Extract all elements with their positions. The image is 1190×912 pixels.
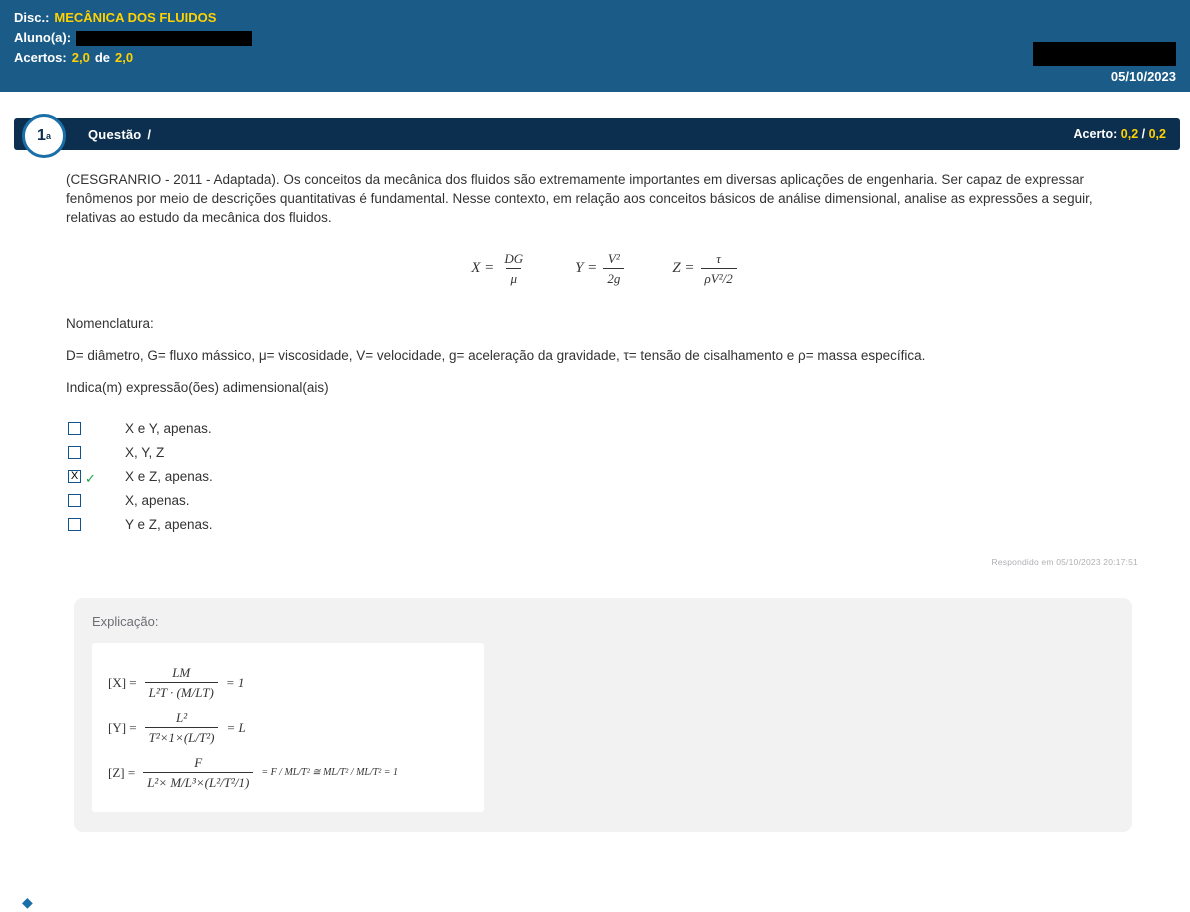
question-number-suffix: a xyxy=(45,131,51,141)
option-checkbox-checked[interactable]: X xyxy=(68,470,81,483)
formula-x-fraction xyxy=(500,249,527,288)
discipline-label: Disc.: xyxy=(14,10,50,25)
question-score-sep: / xyxy=(1141,127,1146,141)
nomenclature-title: Nomenclatura: xyxy=(66,316,154,331)
correct-check-icon: ✓ xyxy=(85,471,96,486)
formula-y-denominator: 2g xyxy=(603,268,624,288)
option-checkbox[interactable] xyxy=(68,518,81,531)
score-value: 2,0 xyxy=(71,50,90,65)
explanation-line-x-denominator: L²T · (M/LT) xyxy=(145,682,218,702)
student-row xyxy=(14,28,1176,48)
explanation-line-x-result: = 1 xyxy=(225,675,245,690)
explanation-line-y-numerator: L² xyxy=(175,710,188,725)
option-checkbox[interactable] xyxy=(68,446,81,459)
page-header xyxy=(0,0,1190,92)
question-body xyxy=(0,154,1190,832)
score-total: 2,0 xyxy=(115,50,134,65)
question-statement: (CESGRANRIO - 2011 - Adaptada). Os conceitos da mecânica dos fluidos são extremamente importantes em diversas aplicações de engenharia. Ser capaz de expressar fenômenos por meio de descrições quantitativas é fundamental. Nesse contexto, em relação aos conceitos básicos de análise dimensional, analise as expressões a seguir, relativas ao estudo da mecânica dos fluidos. xyxy=(66,172,1093,225)
question-score-value: 0,2 xyxy=(1120,127,1139,141)
score-row xyxy=(14,48,1176,68)
explanation-line-x-label: [X] = xyxy=(108,675,137,690)
option-label: X, Y, Z xyxy=(125,445,165,460)
options-list xyxy=(66,419,1144,539)
question-score-label: Acerto: xyxy=(1073,127,1118,141)
question-score-total: 0,2 xyxy=(1148,127,1166,141)
explanation-panel xyxy=(74,598,1132,832)
question-header xyxy=(0,114,1190,154)
formula-x-lhs: X = xyxy=(471,260,495,276)
question-title-slash: / xyxy=(147,126,152,142)
formula-x xyxy=(471,249,529,288)
option-label: X e Y, apenas. xyxy=(125,421,212,436)
score-label: Acertos: xyxy=(14,50,67,65)
formula-z-numerator: τ xyxy=(716,251,721,266)
discipline-row xyxy=(14,8,1176,28)
formula-z xyxy=(672,249,738,288)
header-redaction-block xyxy=(1033,42,1176,66)
option-label: X e Z, apenas. xyxy=(125,469,213,484)
formula-x-numerator: DG xyxy=(504,251,524,266)
option-row-selected[interactable] xyxy=(66,467,1144,491)
explanation-line-x-fraction xyxy=(145,663,218,702)
option-checkbox[interactable] xyxy=(68,494,81,507)
explanation-title: Explicação: xyxy=(92,614,159,629)
nomenclature-text: D= diâmetro, G= fluxo mássico, μ= viscosidade, V= velocidade, g= aceleração da gravidade, τ= tensão de cisalhamento e ρ= massa específica. xyxy=(66,348,926,363)
formula-z-lhs: Z = xyxy=(672,260,695,276)
question-title: Questão xyxy=(88,126,142,142)
explanation-line-z-numerator: F xyxy=(194,755,203,770)
answered-timestamp: Respondido em 05/10/2023 20:17:51 xyxy=(991,557,1138,567)
option-row[interactable] xyxy=(66,515,1144,539)
student-name-redaction xyxy=(76,31,252,46)
question-number: 1 xyxy=(37,127,46,144)
explanation-line-y-denominator: T²×1×(L/T²) xyxy=(145,727,219,747)
formula-y-lhs: Y = xyxy=(575,260,598,276)
option-row[interactable] xyxy=(66,443,1144,467)
question-prompt: Indica(m) expressão(ões) adimensional(ais) xyxy=(66,380,329,395)
explanation-line-y xyxy=(108,708,468,747)
explanation-line-z xyxy=(108,753,468,792)
student-label: Aluno(a): xyxy=(14,30,72,45)
formula-y xyxy=(575,249,626,288)
explanation-line-y-fraction xyxy=(145,708,219,747)
question-title-bar xyxy=(14,118,1180,150)
explanation-line-y-result: = L xyxy=(226,720,246,735)
discipline-value: MECÂNICA DOS FLUIDOS xyxy=(54,10,217,25)
formula-y-fraction xyxy=(603,249,624,288)
explanation-line-y-label: [Y] = xyxy=(108,720,137,735)
formula-x-denominator: μ xyxy=(506,268,521,288)
explanation-line-z-fraction xyxy=(143,753,253,792)
next-question-marker-icon: ◆ xyxy=(22,894,33,910)
option-row[interactable] xyxy=(66,491,1144,515)
question-score xyxy=(1074,127,1180,141)
explanation-line-x xyxy=(108,663,468,702)
question-number-badge xyxy=(22,114,66,158)
formula-z-denominator: ρV²/2 xyxy=(701,268,737,288)
formula-z-fraction xyxy=(701,249,737,288)
option-row[interactable] xyxy=(66,419,1144,443)
explanation-line-z-result: = F / ML/T² ≅ ML/T² / ML/T² = 1 xyxy=(261,767,399,778)
explanation-line-z-denominator: L²× M/L³×(L²/T²/1) xyxy=(143,772,253,792)
header-date: 05/10/2023 xyxy=(1110,69,1176,84)
option-label: X, apenas. xyxy=(125,493,190,508)
explanation-formulas xyxy=(92,643,484,812)
option-checkbox[interactable] xyxy=(68,422,81,435)
formula-row xyxy=(66,249,1144,288)
score-de: de xyxy=(94,50,110,65)
option-label: Y e Z, apenas. xyxy=(125,517,213,532)
formula-y-numerator: V² xyxy=(607,251,620,266)
explanation-line-x-numerator: LM xyxy=(172,665,191,680)
explanation-line-z-label: [Z] = xyxy=(108,765,136,780)
